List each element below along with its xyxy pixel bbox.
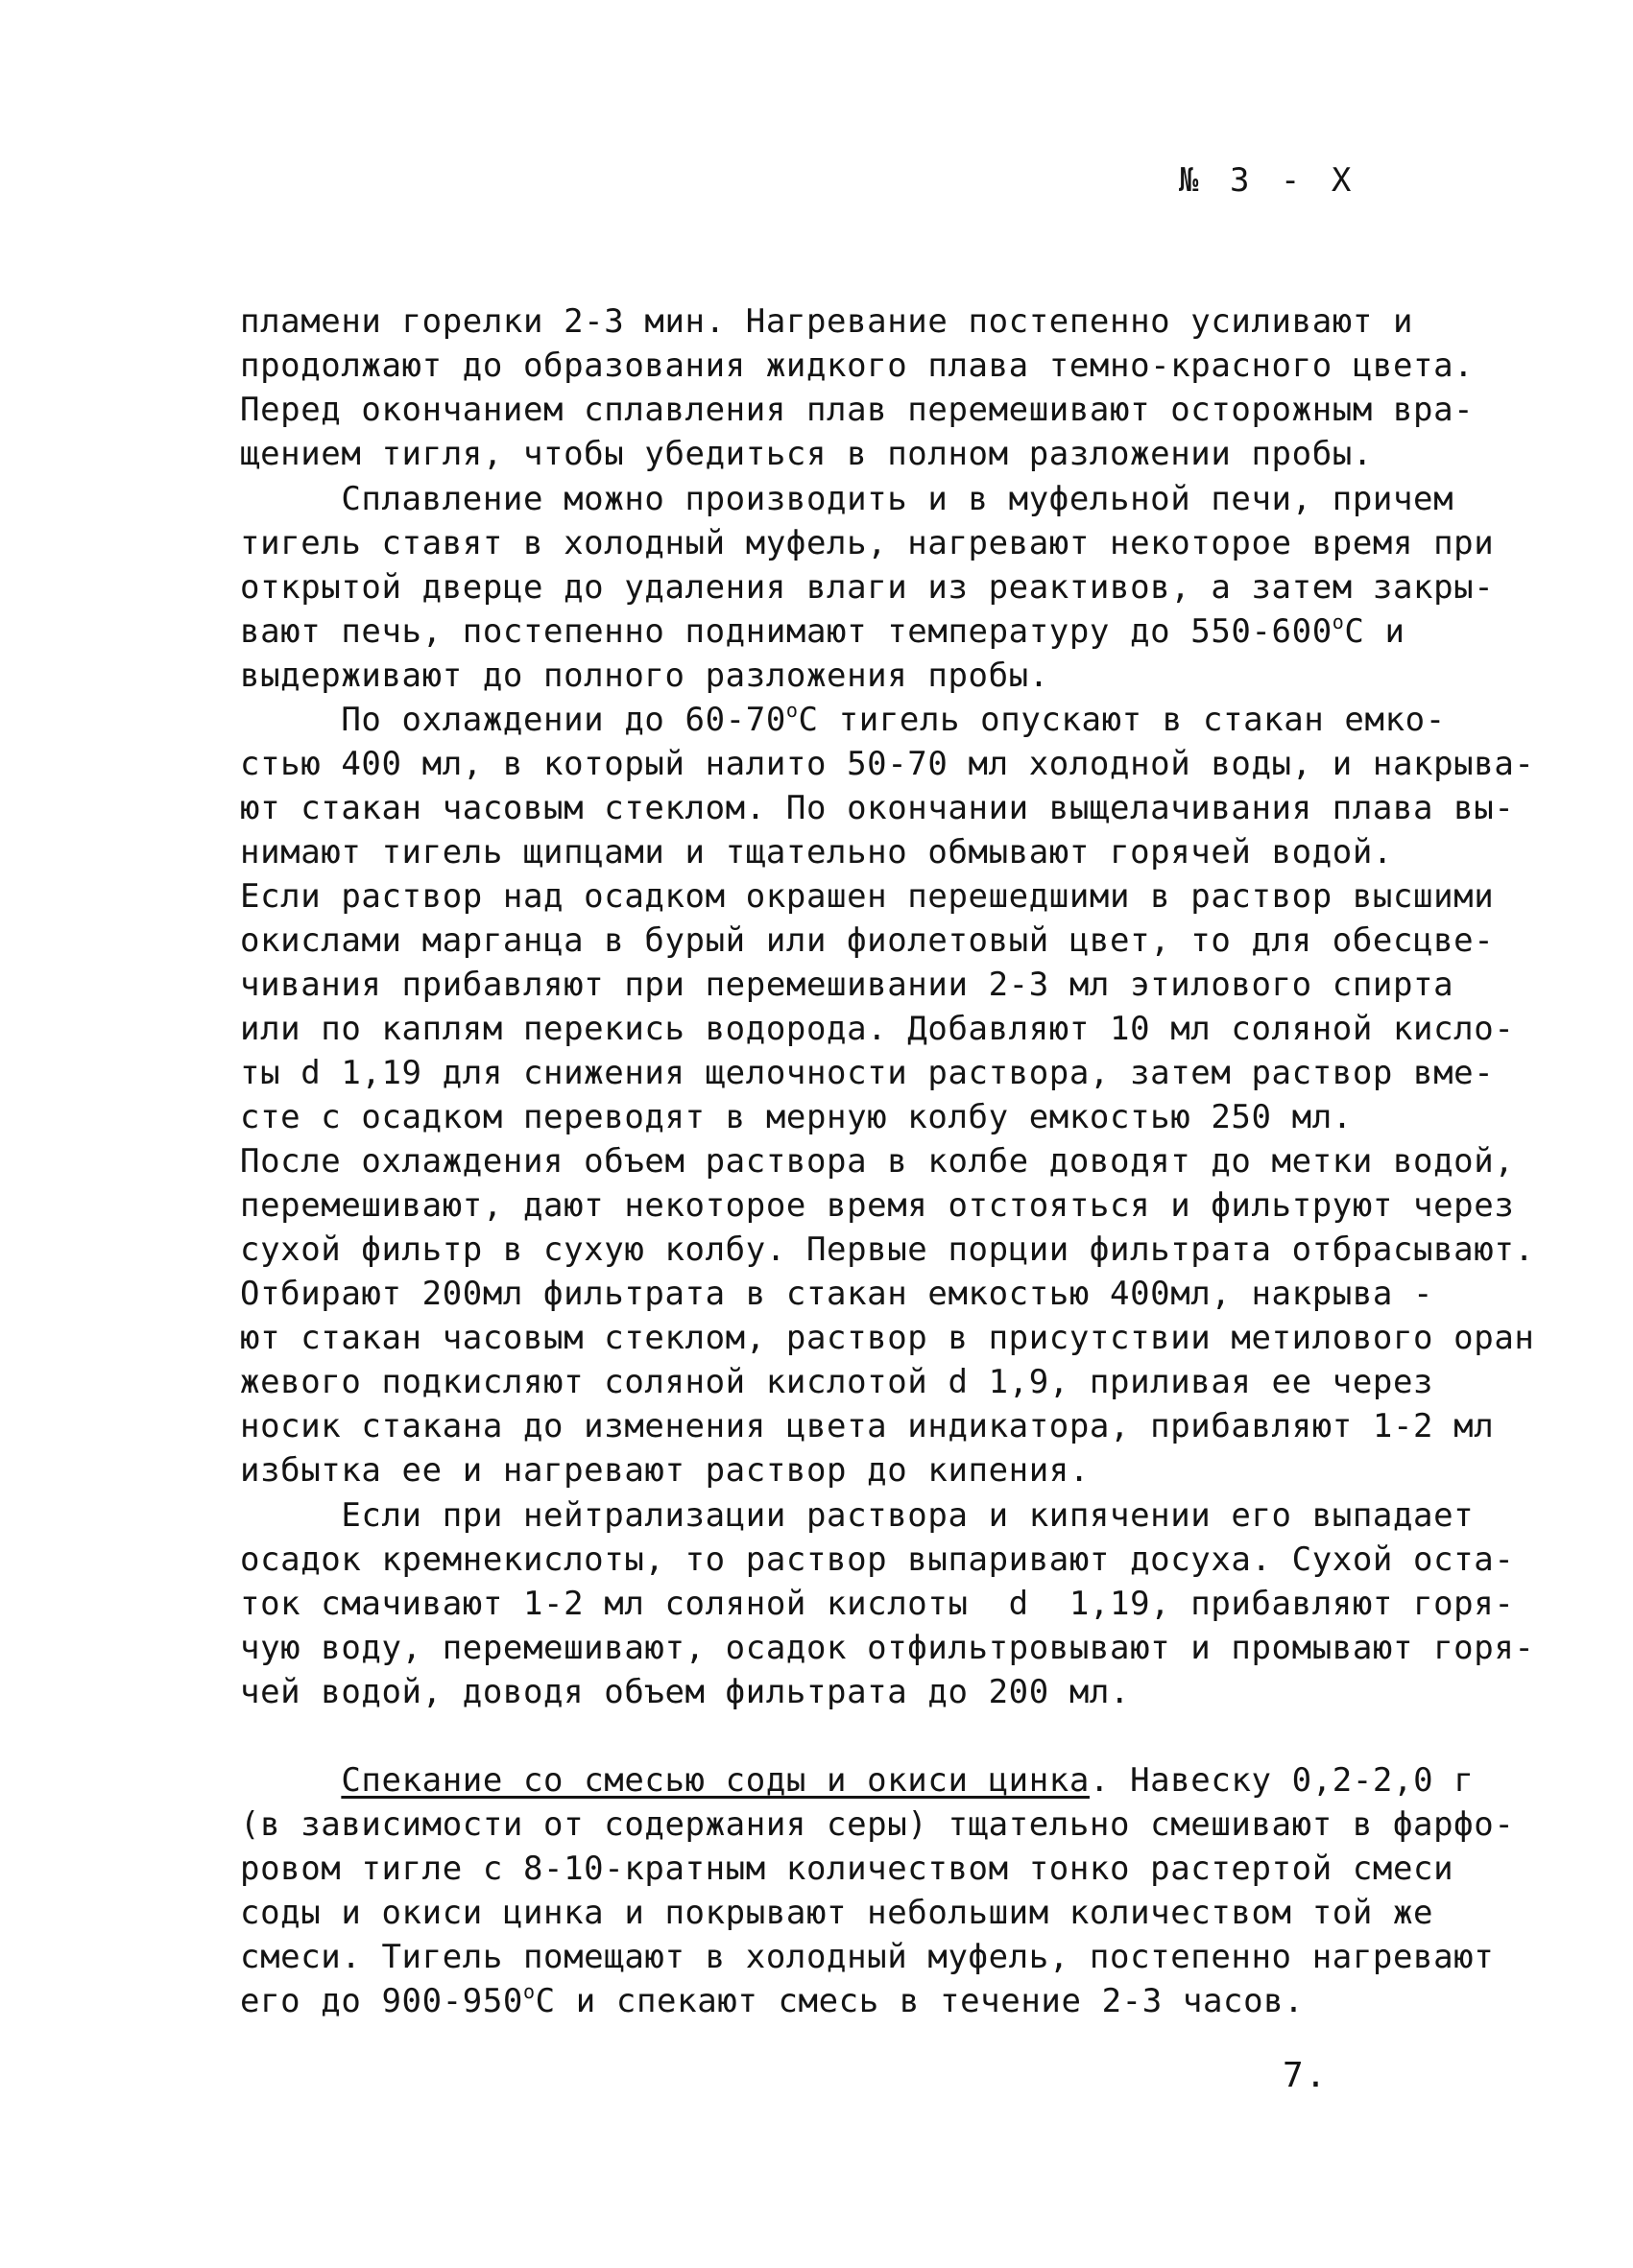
text-line: его до 900-950$^o$С и спекают смесь в течение 2-3 часов. — [240, 1980, 1305, 2020]
text-line: Перед окончанием сплавления плав перемешивают осторожным вра- — [240, 391, 1475, 429]
degree-sign: o — [522, 1980, 536, 2003]
document-code: № 3 - Х — [1179, 161, 1357, 200]
text-line: выдерживают до полного разложения пробы. — [240, 657, 1049, 695]
text-line: нимают тигель щипцами и тщательно обмывают горячей водой. — [240, 833, 1393, 871]
text-line: вают печь, постепенно поднимают температуру до 550-600$^o$С и — [240, 610, 1405, 651]
text-line: ют стакан часовым стеклом, раствор в присутствии метилового оран — [240, 1319, 1535, 1357]
text-line: окислами марганца в бурый или фиолетовый цвет, то для обесцве- — [240, 921, 1495, 960]
text-line: пламени горелки 2-3 мин. Нагревание постепенно усиливают и — [240, 302, 1414, 341]
page-number: 7. — [1283, 2056, 1329, 2095]
text-line: или по каплям перекись водорода. Добавляют 10 мл соляной кисло- — [240, 1010, 1515, 1048]
text-line: жевого подкисляют соляной кислотой d 1,9, приливая ее через — [240, 1363, 1434, 1401]
text-line: (в зависимости от содержания серы) тщательно смешивают в фарфо- — [240, 1805, 1515, 1844]
text-line: Отбирают 200мл фильтрата в стакан емкостью 400мл, накрыва - — [240, 1275, 1434, 1313]
text-line: ты d 1,19 для снижения щелочности раствора, затем раствор вме- — [240, 1054, 1495, 1092]
text-line: стью 400 мл, в который налито 50-70 мл холодной воды, и накрыва- — [240, 745, 1535, 783]
section-heading-line — [240, 1758, 1474, 1802]
text-line: чивания прибавляют при перемешивании 2-3 мл этилового спирта — [240, 966, 1454, 1004]
text-line: После охлаждения объем раствора в колбе доводят до метки водой, — [240, 1142, 1515, 1181]
text-line: ровом тигле с 8-10-кратным количеством тонко растертой смеси — [240, 1850, 1454, 1888]
text-line: Если раствор над осадком окрашен перешедшими в раствор высшими — [240, 877, 1495, 916]
text-line: Если при нейтрализации раствора и кипячении его выпадает — [240, 1496, 1475, 1535]
text-line: чую воду, перемешивают, осадок отфильтровывают и промывают горя- — [240, 1629, 1535, 1667]
text-line: тигель ставят в холодный муфель, нагревают некоторое время при — [240, 524, 1495, 562]
section-heading-continuation: . Навеску 0,2-2,0 г — [1089, 1761, 1475, 1800]
text-line: По охлаждении до 60-70$^o$С тигель опускают в стакан емко- — [240, 699, 1446, 739]
text-line: смеси. Тигель помещают в холодный муфель, постепенно нагревают — [240, 1938, 1495, 1976]
text-line: открытой дверце до удаления влаги из реактивов, а затем закры- — [240, 568, 1495, 607]
text-line: осадок кремнекислоты, то раствор выпаривают досуха. Сухой оста- — [240, 1540, 1515, 1579]
text-line: чей водой, доводя объем фильтрата до 200 мл. — [240, 1673, 1131, 1711]
text-line: соды и окиси цинка и покрывают небольшим количеством той же — [240, 1894, 1434, 1932]
text-line: ток смачивают 1-2 мл соляной кислоты d 1,19, прибавляют горя- — [240, 1585, 1515, 1623]
text-line: носик стакана до изменения цвета индикатора, прибавляют 1-2 мл — [240, 1407, 1495, 1445]
text-line: щением тигля, чтобы убедиться в полном разложении пробы. — [240, 435, 1373, 473]
section-heading: Спекание со смесью соды и окиси цинка — [341, 1761, 1090, 1800]
degree-sign: o — [1332, 610, 1345, 633]
text-line: ют стакан часовым стеклом. По окончании выщелачивания плава вы- — [240, 789, 1515, 827]
text-line: продолжают до образования жидкого плава темно-красного цвета. — [240, 346, 1475, 385]
degree-sign: o — [785, 699, 799, 722]
text-line: избытка ее и нагревают раствор до кипения. — [240, 1451, 1090, 1490]
text-line: сте с осадком переводят в мерную колбу емкостью 250 мл. — [240, 1098, 1353, 1136]
text-line: Сплавление можно производить и в муфельной печи, причем — [240, 480, 1454, 518]
text-line: перемешивают, дают некоторое время отстояться и фильтруют через — [240, 1186, 1515, 1225]
text-line: сухой фильтр в сухую колбу. Первые порции фильтрата отбрасывают. — [240, 1230, 1535, 1269]
